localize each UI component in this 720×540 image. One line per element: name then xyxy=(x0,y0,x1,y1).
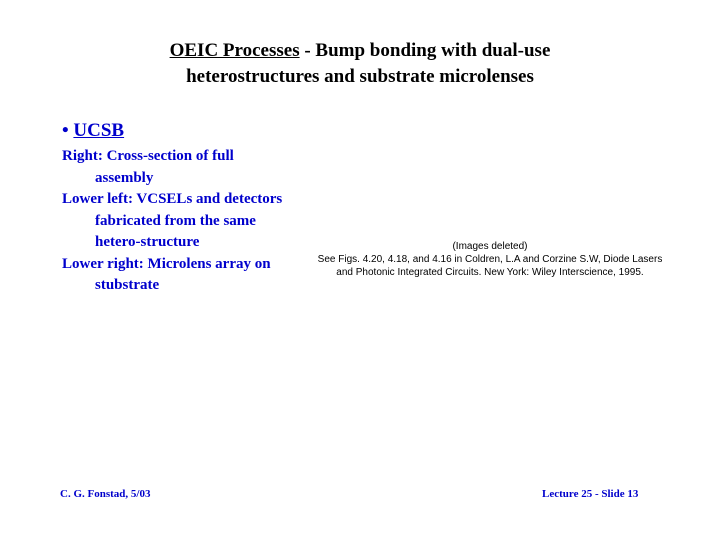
description-item: Lower right: Microlens array on stubstrate xyxy=(62,255,271,293)
deleted-line-2: See Figs. 4.20, 4.18, and 4.16 in Coldren, L.A and Corzine S.W, Diode Lasers xyxy=(317,254,663,265)
title-line-2: heterostructures and substrate microlenses xyxy=(186,66,534,87)
title-link[interactable]: OEIC Processes xyxy=(169,40,300,61)
footer-author: C. G. Fonstad, 5/03 xyxy=(60,488,151,500)
footer-slide-number: Lecture 25 - Slide 13 xyxy=(542,488,639,500)
deleted-line-3: and Photonic Integrated Circuits. New York: Wiley Interscience, 1995. xyxy=(336,267,644,278)
slide-title xyxy=(60,38,660,90)
description-item: Right: Cross-section of full assembly xyxy=(62,148,234,186)
title-line-1 xyxy=(60,38,660,64)
title-rest: - Bump bonding with dual-use xyxy=(299,40,551,61)
description-list xyxy=(62,146,292,297)
bullet-marker: • xyxy=(62,120,69,141)
bullet-ucsb xyxy=(62,120,124,142)
images-deleted-notice xyxy=(290,240,690,279)
deleted-line-1: (Images deleted) xyxy=(452,241,528,252)
description-item: Lower left: VCSELs and detectors fabricated from the same hetero-structure xyxy=(62,191,283,250)
ucsb-link[interactable]: UCSB xyxy=(73,120,125,141)
